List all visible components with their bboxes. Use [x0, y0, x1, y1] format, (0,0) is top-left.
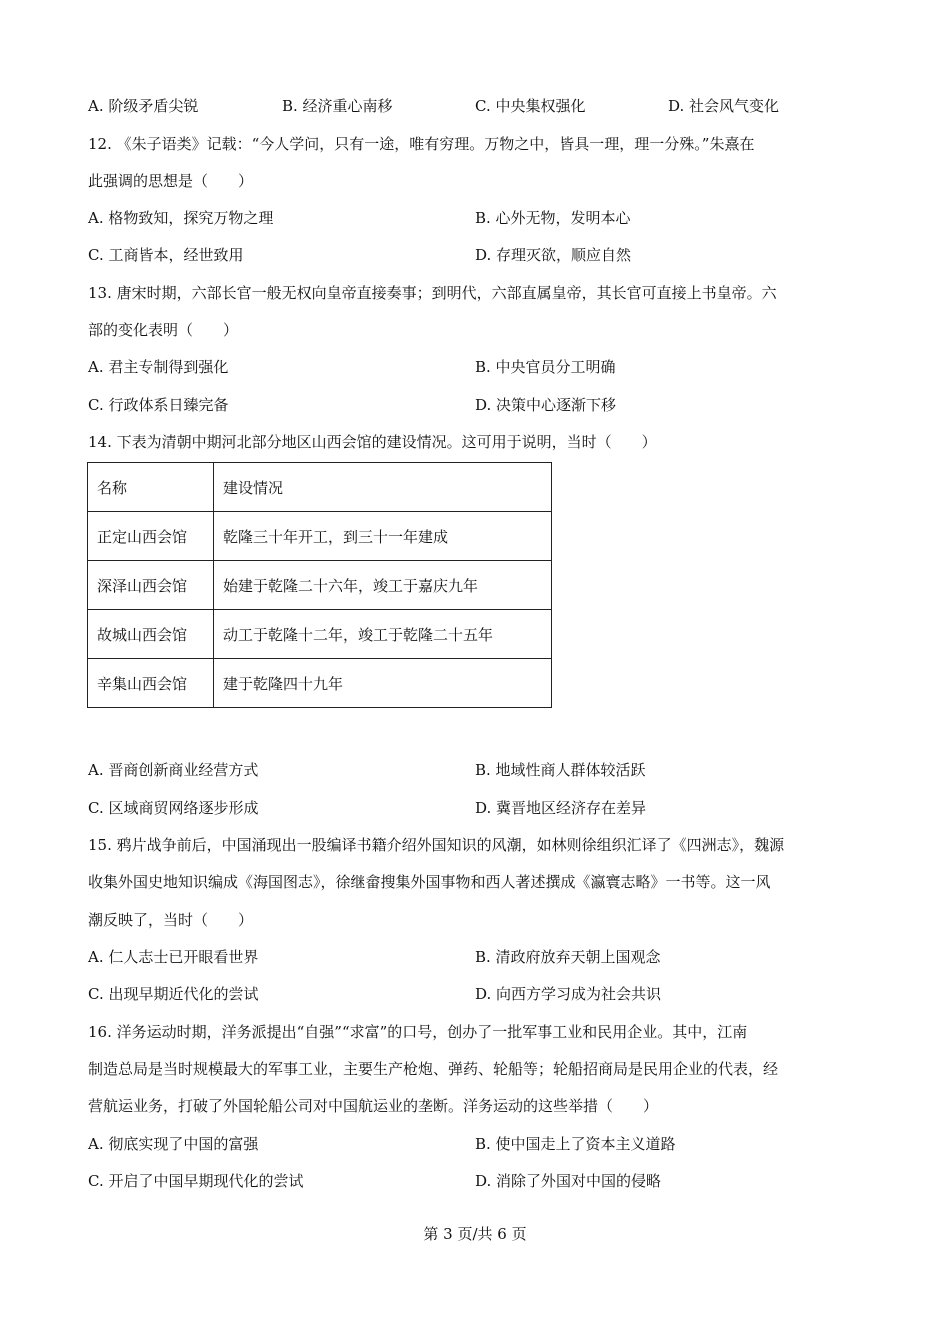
q16-option-d: D. 消除了外国对中国的侵略	[475, 1172, 662, 1190]
q13-option-c: C. 行政体系日臻完备	[88, 396, 229, 414]
q16-stem-line-3: 营航运业务，打破了外国轮船公司对中国航运业的垄断。洋务运动的这些举措（ ）	[88, 1097, 659, 1115]
q12-option-b: B. 心外无物，发明本心	[475, 209, 631, 227]
q14-option-a: A. 晋商创新商业经营方式	[88, 761, 259, 779]
q12-option-d: D. 存理灭欲，顺应自然	[475, 246, 632, 264]
q16-option-c: C. 开启了中国早期现代化的尝试	[88, 1172, 304, 1190]
q15-option-c: C. 出现早期近代化的尝试	[88, 985, 259, 1003]
q14-table	[87, 462, 552, 708]
page-number: 第 3 页/共 6 页	[423, 1225, 527, 1243]
table-header-name: 名称	[88, 463, 214, 512]
q11-option-a: A. 阶级矛盾尖锐	[88, 97, 199, 115]
q13-stem-line-1: 13. 唐宋时期，六部长官一般无权向皇帝直接奏事；到明代，六部直属皇帝，其长官可直接上书皇帝。六	[88, 284, 777, 302]
q11-option-d: D. 社会风气变化	[668, 97, 780, 115]
q15-stem-line-1: 15. 鸦片战争前后，中国涌现出一股编译书籍介绍外国知识的风潮，如林则徐组织汇译了《四洲志》，魏源	[88, 836, 785, 854]
q15-stem-line-3: 潮反映了，当时（ ）	[88, 911, 254, 929]
table-cell-status: 建于乾隆四十九年	[214, 659, 552, 708]
q13-option-a: A. 君主专制得到强化	[88, 358, 229, 376]
q15-option-b: B. 清政府放弃天朝上国观念	[475, 948, 661, 966]
table-row	[88, 610, 552, 659]
table-row	[88, 561, 552, 610]
q13-option-b: B. 中央官员分工明确	[475, 358, 616, 376]
q14-option-b: B. 地域性商人群体较活跃	[475, 761, 646, 779]
table-cell-name: 辛集山西会馆	[88, 659, 214, 708]
q16-option-a: A. 彻底实现了中国的富强	[88, 1135, 259, 1153]
table-header-row	[88, 463, 552, 512]
q15-option-d: D. 向西方学习成为社会共识	[475, 985, 662, 1003]
q16-stem-line-1: 16. 洋务运动时期，洋务派提出“自强”“求富”的口号，创办了一批军事工业和民用企业。其中，江南	[88, 1023, 748, 1041]
q11-option-b: B. 经济重心南移	[282, 97, 393, 115]
q14-option-d: D. 冀晋地区经济存在差异	[475, 799, 647, 817]
table-header-status: 建设情况	[214, 463, 552, 512]
q13-stem-line-2: 部的变化表明（ ）	[88, 321, 239, 339]
table-cell-name: 深泽山西会馆	[88, 561, 214, 610]
q12-option-c: C. 工商皆本，经世致用	[88, 246, 244, 264]
table-row	[88, 659, 552, 708]
q11-options	[88, 96, 868, 116]
table-cell-name: 故城山西会馆	[88, 610, 214, 659]
table-cell-status: 乾隆三十年开工，到三十一年建成	[214, 512, 552, 561]
q11-option-c: C. 中央集权强化	[475, 97, 586, 115]
table-cell-status: 动工于乾隆十二年，竣工于乾隆二十五年	[214, 610, 552, 659]
q15-option-a: A. 仁人志士已开眼看世界	[88, 948, 259, 966]
table-cell-name: 正定山西会馆	[88, 512, 214, 561]
q15-stem-line-2: 收集外国史地知识编成《海国图志》，徐继畲搜集外国事物和西人著述撰成《瀛寰志略》一书等。这一风	[88, 873, 771, 891]
q14-option-c: C. 区域商贸网络逐步形成	[88, 799, 259, 817]
q13-option-d: D. 决策中心逐渐下移	[475, 396, 617, 414]
table-row	[88, 512, 552, 561]
q12-stem-line-1: 12. 《朱子语类》记载：“今人学问，只有一途，唯有穷理。万物之中，皆具一理，理一分殊。”朱熹在	[88, 135, 755, 153]
table-cell-status: 始建于乾隆二十六年，竣工于嘉庆九年	[214, 561, 552, 610]
q16-option-b: B. 使中国走上了资本主义道路	[475, 1135, 676, 1153]
q16-stem-line-2: 制造总局是当时规模最大的军事工业，主要生产枪炮、弹药、轮船等；轮船招商局是民用企业的代表，经	[88, 1060, 779, 1078]
q12-stem-line-2: 此强调的思想是（ ）	[88, 172, 254, 190]
q14-stem-line-1: 14. 下表为清朝中期河北部分地区山西会馆的建设情况。这可用于说明，当时（ ）	[88, 433, 657, 451]
q12-option-a: A. 格物致知，探究万物之理	[88, 209, 274, 227]
